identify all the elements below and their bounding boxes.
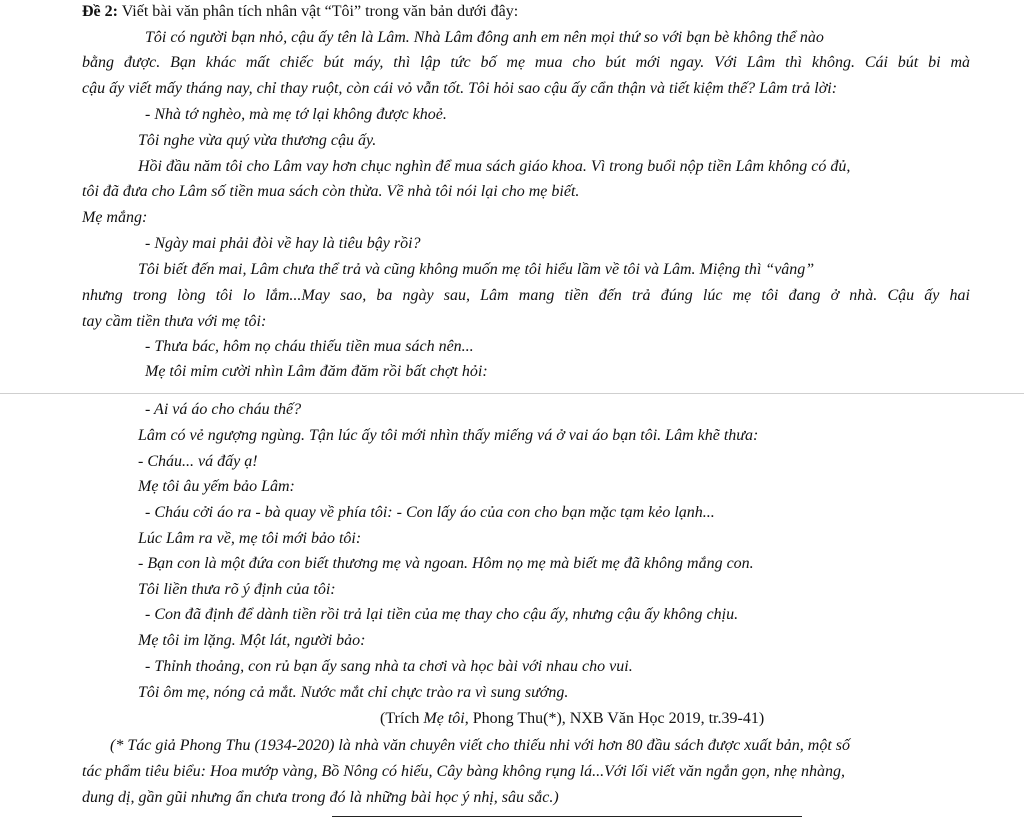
passage-line: - Thưa bác, hôm nọ cháu thiếu tiền mua sách nên... — [145, 338, 474, 355]
passage-line: - Bạn con là một đứa con biết thương mẹ và ngoan. Hôm nọ mẹ mà biết mẹ đã không mắng con. — [138, 555, 754, 572]
source-prefix: (Trích — [380, 710, 424, 727]
passage-line: tay cầm tiền thưa với mẹ tôi: — [82, 313, 267, 330]
footnote-line: dung dị, gần gũi nhưng ẩn chưa trong đó là những bài học ý nhị, sâu sắc.) — [82, 789, 559, 806]
passage-line: cậu ấy viết mấy tháng nay, chỉ thay ruột, còn cái vỏ vẫn tốt. Tôi hỏi sao cậu ấy cẩn thận và tiết kiệm thế? Lâm trả lời: — [82, 80, 838, 97]
page-divider — [0, 393, 1024, 394]
passage-line: Mẹ tôi mỉm cười nhìn Lâm đăm đăm rồi bất chợt hỏi: — [145, 363, 488, 380]
passage-line: Tôi có người bạn nhỏ, cậu ấy tên là Lâm. Nhà Lâm đông anh em nên mọi thứ so với bạn bè không thể nào — [145, 29, 824, 46]
passage-line: Tôi liền thưa rõ ý định của tôi: — [138, 581, 336, 598]
passage-line: nhưng trong lòng tôi lo lắm...May sao, ba ngày sau, Lâm mang tiền đến trả đúng lúc mẹ tôi đang ở nhà. Cậu ấy hai — [82, 287, 970, 304]
passage-line: Tôi nghe vừa quý vừa thương cậu ấy. — [138, 132, 377, 149]
passage-line: Mẹ tôi im lặng. Một lát, người bảo: — [138, 632, 366, 649]
passage-line: Mẹ tôi âu yếm bảo Lâm: — [138, 478, 295, 495]
passage-line: Mẹ mắng: — [82, 209, 148, 226]
bottom-rule — [332, 816, 802, 817]
passage-line: tôi đã đưa cho Lâm số tiền mua sách còn thừa. Về nhà tôi nói lại cho mẹ biết. — [82, 183, 580, 200]
source-suffix: , Phong Thu(*), NXB Văn Học 2019, tr.39-41) — [464, 710, 765, 727]
passage-line: - Ngày mai phải đòi về hay là tiêu bậy rồi? — [145, 235, 421, 252]
exercise-prompt: Viết bài văn phân tích nhân vật “Tôi” trong văn bản dưới đây: — [117, 3, 519, 20]
exercise-label: Đề 2: — [82, 3, 118, 20]
source-citation — [380, 709, 764, 729]
passage-line: - Con đã định để dành tiền rồi trả lại tiền của mẹ thay cho cậu ấy, nhưng cậu ấy không chịu. — [145, 606, 739, 623]
passage-line: - Nhà tớ nghèo, mà mẹ tớ lại không được khoẻ. — [145, 106, 447, 123]
passage-line: - Ai vá áo cho cháu thế? — [145, 401, 302, 418]
passage-line: bằng được. Bạn khác mất chiếc bút máy, thì lập tức bố mẹ mua cho bút mới ngay. Với Lâm thì không. Cái bút bi mà — [82, 54, 970, 71]
passage-line: - Cháu... vá đấy ạ! — [138, 453, 258, 470]
footnote-line: tác phẩm tiêu biểu: Hoa mướp vàng, Bồ Nông có hiếu, Cây bàng không rụng lá...Với lối viết văn ngắn gọn, nhẹ nhàng, — [82, 763, 846, 780]
exercise-title — [82, 2, 518, 22]
passage-line: Lúc Lâm ra về, mẹ tôi mới bảo tôi: — [138, 530, 362, 547]
passage-line: Hồi đầu năm tôi cho Lâm vay hơn chục nghìn để mua sách giáo khoa. Vì trong buổi nộp tiền Lâm không có đủ, — [138, 158, 851, 175]
source-work-title: Mẹ tôi — [423, 710, 465, 727]
passage-line: Tôi biết đến mai, Lâm chưa thể trả và cũng không muốn mẹ tôi hiểu lầm về tôi và Lâm. Miệng thì “vâng” — [138, 261, 815, 278]
passage-line: - Cháu cởi áo ra - bà quay về phía tôi: - Con lấy áo của con cho bạn mặc tạm kẻo lạnh... — [145, 504, 715, 521]
footnote-line: (* Tác giả Phong Thu (1934-2020) là nhà văn chuyên viết cho thiếu nhi với hơn 80 đầu sách được xuất bản, một số — [110, 737, 851, 754]
passage-line: Lâm có vẻ ngượng ngùng. Tận lúc ấy tôi mới nhìn thấy miếng vá ở vai áo bạn tôi. Lâm khẽ thưa: — [138, 427, 759, 444]
passage-line: Tôi ôm mẹ, nóng cả mắt. Nước mắt chỉ chực trào ra vì sung sướng. — [138, 684, 569, 701]
passage-line: - Thỉnh thoảng, con rủ bạn ấy sang nhà ta chơi và học bài với nhau cho vui. — [145, 658, 633, 675]
